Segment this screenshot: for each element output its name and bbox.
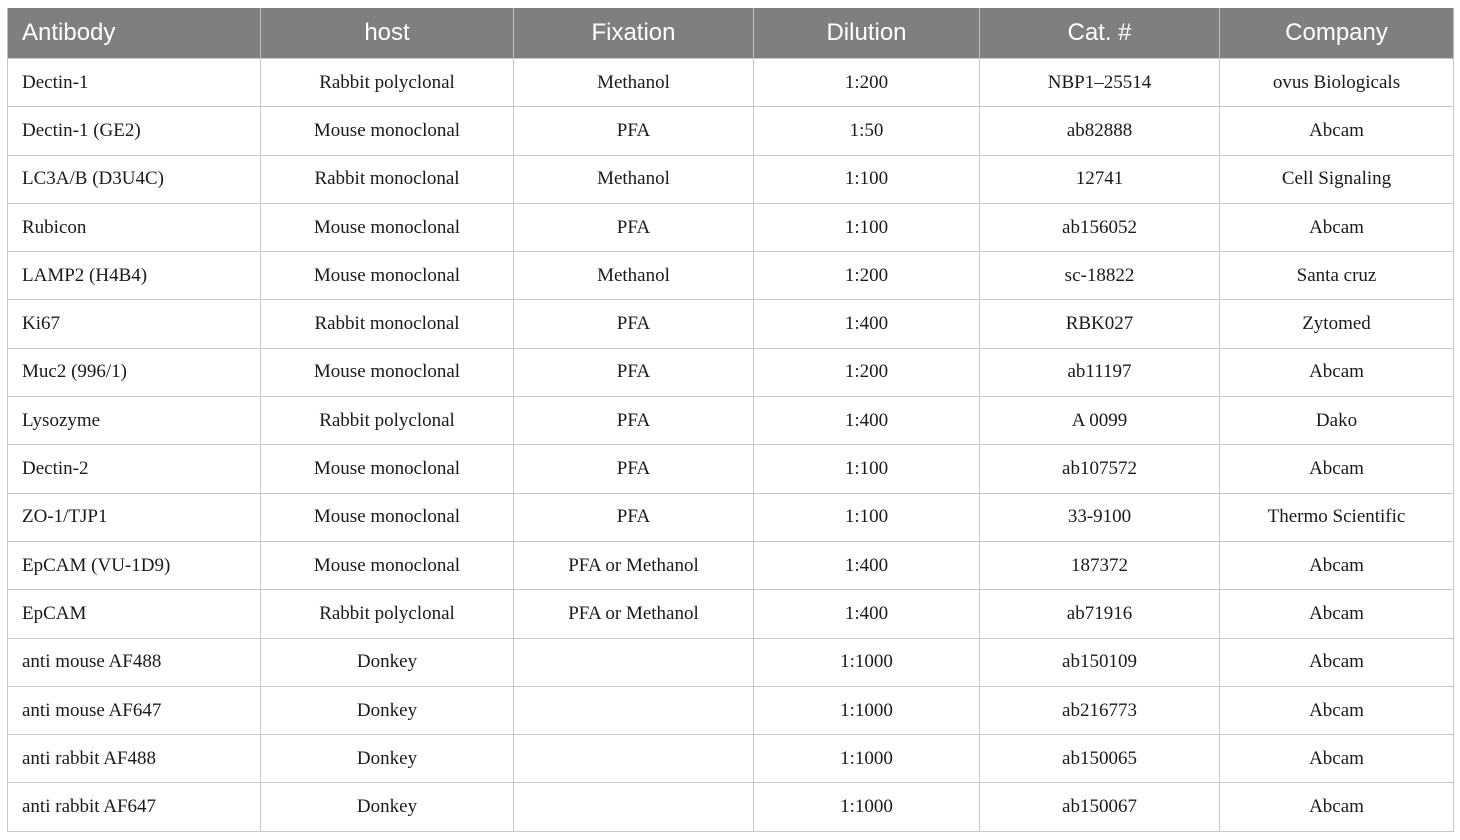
cell-fixation: PFA: [514, 445, 754, 493]
cell-dilution: 1:1000: [754, 783, 980, 831]
cell-dilution: 1:400: [754, 590, 980, 638]
cell-dilution: 1:1000: [754, 735, 980, 783]
cell-host: Mouse monoclonal: [261, 541, 514, 589]
cell-host: Donkey: [261, 783, 514, 831]
cell-company: Cell Signaling: [1220, 155, 1454, 203]
cell-dilution: 1:400: [754, 541, 980, 589]
cell-host: Rabbit monoclonal: [261, 155, 514, 203]
cell-antibody: anti rabbit AF488: [8, 735, 261, 783]
cell-antibody: Muc2 (996/1): [8, 348, 261, 396]
cell-company: Abcam: [1220, 735, 1454, 783]
cell-fixation: PFA: [514, 397, 754, 445]
cell-antibody: LC3A/B (D3U4C): [8, 155, 261, 203]
cell-fixation: [514, 686, 754, 734]
cell-cat-number: ab150109: [980, 638, 1220, 686]
cell-company: Santa cruz: [1220, 252, 1454, 300]
cell-cat-number: ab107572: [980, 445, 1220, 493]
cell-antibody: Dectin-1 (GE2): [8, 107, 261, 155]
cell-fixation: Methanol: [514, 59, 754, 107]
table-row: [8, 107, 1454, 155]
header-company: Company: [1220, 8, 1454, 59]
cell-company: Abcam: [1220, 638, 1454, 686]
cell-company: Zytomed: [1220, 300, 1454, 348]
cell-company: ovus Biologicals: [1220, 59, 1454, 107]
cell-host: Rabbit polyclonal: [261, 590, 514, 638]
cell-cat-number: NBP1–25514: [980, 59, 1220, 107]
cell-fixation: PFA: [514, 348, 754, 396]
table-row: [8, 203, 1454, 251]
antibody-table-container: [7, 8, 1453, 832]
cell-host: Mouse monoclonal: [261, 445, 514, 493]
cell-antibody: Dectin-2: [8, 445, 261, 493]
cell-dilution: 1:100: [754, 155, 980, 203]
cell-host: Mouse monoclonal: [261, 348, 514, 396]
cell-antibody: anti mouse AF488: [8, 638, 261, 686]
table-body: [8, 59, 1454, 832]
cell-cat-number: ab82888: [980, 107, 1220, 155]
cell-host: Mouse monoclonal: [261, 252, 514, 300]
antibody-table: [7, 8, 1454, 832]
cell-antibody: LAMP2 (H4B4): [8, 252, 261, 300]
cell-company: Abcam: [1220, 541, 1454, 589]
table-row: [8, 59, 1454, 107]
cell-company: Abcam: [1220, 107, 1454, 155]
cell-company: Abcam: [1220, 686, 1454, 734]
cell-fixation: [514, 783, 754, 831]
cell-host: Donkey: [261, 638, 514, 686]
cell-fixation: PFA or Methanol: [514, 541, 754, 589]
table-row: [8, 348, 1454, 396]
cell-dilution: 1:200: [754, 348, 980, 396]
cell-host: Donkey: [261, 735, 514, 783]
cell-host: Rabbit polyclonal: [261, 397, 514, 445]
cell-dilution: 1:200: [754, 252, 980, 300]
cell-host: Rabbit monoclonal: [261, 300, 514, 348]
table-row: [8, 638, 1454, 686]
header-cat-number: Cat. #: [980, 8, 1220, 59]
table-row: [8, 590, 1454, 638]
cell-fixation: PFA: [514, 107, 754, 155]
cell-cat-number: sc-18822: [980, 252, 1220, 300]
cell-fixation: PFA: [514, 300, 754, 348]
cell-cat-number: ab71916: [980, 590, 1220, 638]
cell-antibody: Dectin-1: [8, 59, 261, 107]
cell-cat-number: ab11197: [980, 348, 1220, 396]
cell-dilution: 1:200: [754, 59, 980, 107]
table-header: [8, 8, 1454, 59]
table-row: [8, 252, 1454, 300]
cell-dilution: 1:100: [754, 493, 980, 541]
table-row: [8, 686, 1454, 734]
cell-cat-number: 12741: [980, 155, 1220, 203]
table-row: [8, 735, 1454, 783]
cell-company: Abcam: [1220, 348, 1454, 396]
table-row: [8, 493, 1454, 541]
cell-company: Abcam: [1220, 783, 1454, 831]
cell-antibody: EpCAM: [8, 590, 261, 638]
table-row: [8, 541, 1454, 589]
cell-fixation: PFA or Methanol: [514, 590, 754, 638]
cell-fixation: Methanol: [514, 252, 754, 300]
cell-fixation: [514, 638, 754, 686]
table-row: [8, 300, 1454, 348]
cell-cat-number: 33-9100: [980, 493, 1220, 541]
cell-cat-number: ab216773: [980, 686, 1220, 734]
cell-dilution: 1:400: [754, 397, 980, 445]
header-row: [8, 8, 1454, 59]
table-row: [8, 155, 1454, 203]
table-row: [8, 397, 1454, 445]
cell-dilution: 1:100: [754, 203, 980, 251]
cell-host: Mouse monoclonal: [261, 203, 514, 251]
cell-cat-number: 187372: [980, 541, 1220, 589]
cell-antibody: EpCAM (VU-1D9): [8, 541, 261, 589]
table-row: [8, 783, 1454, 831]
cell-antibody: Lysozyme: [8, 397, 261, 445]
cell-company: Abcam: [1220, 203, 1454, 251]
cell-dilution: 1:50: [754, 107, 980, 155]
cell-cat-number: ab150065: [980, 735, 1220, 783]
cell-antibody: Ki67: [8, 300, 261, 348]
cell-fixation: PFA: [514, 203, 754, 251]
cell-antibody: ZO-1/TJP1: [8, 493, 261, 541]
cell-dilution: 1:1000: [754, 638, 980, 686]
cell-company: Thermo Scientific: [1220, 493, 1454, 541]
cell-dilution: 1:400: [754, 300, 980, 348]
cell-host: Rabbit polyclonal: [261, 59, 514, 107]
table-row: [8, 445, 1454, 493]
cell-fixation: Methanol: [514, 155, 754, 203]
cell-cat-number: ab156052: [980, 203, 1220, 251]
cell-fixation: [514, 735, 754, 783]
cell-host: Mouse monoclonal: [261, 107, 514, 155]
header-antibody: Antibody: [8, 8, 261, 59]
cell-antibody: anti rabbit AF647: [8, 783, 261, 831]
header-fixation: Fixation: [514, 8, 754, 59]
cell-dilution: 1:1000: [754, 686, 980, 734]
cell-company: Dako: [1220, 397, 1454, 445]
cell-company: Abcam: [1220, 445, 1454, 493]
cell-fixation: PFA: [514, 493, 754, 541]
cell-antibody: Rubicon: [8, 203, 261, 251]
cell-host: Mouse monoclonal: [261, 493, 514, 541]
header-host: host: [261, 8, 514, 59]
cell-host: Donkey: [261, 686, 514, 734]
cell-cat-number: ab150067: [980, 783, 1220, 831]
cell-antibody: anti mouse AF647: [8, 686, 261, 734]
header-dilution: Dilution: [754, 8, 980, 59]
cell-cat-number: A 0099: [980, 397, 1220, 445]
cell-dilution: 1:100: [754, 445, 980, 493]
cell-company: Abcam: [1220, 590, 1454, 638]
cell-cat-number: RBK027: [980, 300, 1220, 348]
